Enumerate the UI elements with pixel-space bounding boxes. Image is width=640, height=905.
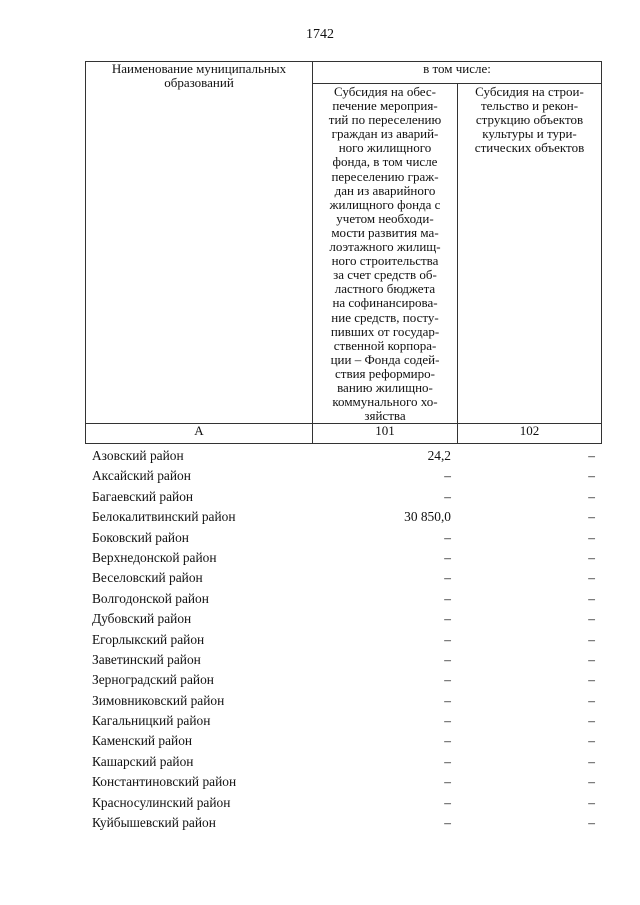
row-name: Константиновский район bbox=[92, 774, 237, 790]
column-header-102 bbox=[458, 84, 602, 424]
row-value-102: – bbox=[588, 753, 595, 769]
table-row bbox=[85, 691, 601, 711]
row-name: Кашарский район bbox=[92, 753, 194, 769]
table-row bbox=[85, 711, 601, 731]
row-value-101: 30 850,0 bbox=[404, 509, 451, 525]
column-group-including: в том числе: bbox=[313, 62, 602, 84]
title-line: ции – Фонда содей- bbox=[330, 351, 440, 367]
title-line: ванию жилищно- bbox=[337, 379, 433, 395]
row-name: Волгодонской район bbox=[92, 590, 209, 606]
row-value-102: – bbox=[588, 549, 595, 565]
title-line: учетом необходи- bbox=[336, 210, 434, 226]
row-name: Куйбышевский район bbox=[92, 815, 216, 831]
row-name: Аксайский район bbox=[92, 468, 191, 484]
row-name: Красносулинский район bbox=[92, 794, 231, 810]
title-line: культуры и тури- bbox=[482, 126, 577, 142]
table-row bbox=[85, 487, 601, 507]
table-row bbox=[85, 630, 601, 650]
table-row bbox=[85, 752, 601, 772]
row-value-102: – bbox=[588, 590, 595, 606]
title-line: граждан из аварий- bbox=[331, 126, 439, 142]
title-line: тий по переселению bbox=[328, 112, 442, 128]
table-row bbox=[85, 507, 601, 527]
row-name: Зерноградский район bbox=[92, 672, 214, 688]
table-row bbox=[85, 446, 601, 466]
column-header-name-text: Наименование муниципальных образований bbox=[111, 61, 287, 91]
column-index-101: 101 bbox=[313, 424, 458, 444]
row-value-102: – bbox=[588, 815, 595, 831]
row-value-102: – bbox=[588, 692, 595, 708]
row-value-101: – bbox=[444, 672, 451, 688]
title-line: коммунального хо- bbox=[332, 394, 438, 410]
title-line: пивших от государ- bbox=[330, 323, 440, 339]
title-line: мости развития ма- bbox=[331, 224, 439, 240]
table-row bbox=[85, 548, 601, 568]
row-value-101: – bbox=[444, 549, 451, 565]
title-line: за счет средств об- bbox=[333, 267, 437, 283]
row-name: Кагальницкий район bbox=[92, 713, 211, 729]
column-index-a: А bbox=[86, 424, 313, 444]
title-line: ствия реформиро- bbox=[335, 365, 435, 381]
row-name: Дубовский район bbox=[92, 611, 192, 627]
row-name: Зимовниковский район bbox=[92, 692, 225, 708]
row-value-102: – bbox=[588, 733, 595, 749]
row-value-102: – bbox=[588, 672, 595, 688]
row-value-101: – bbox=[444, 692, 451, 708]
table-row bbox=[85, 670, 601, 690]
title-line: Субсидия на строи- bbox=[475, 84, 584, 99]
table-row bbox=[85, 609, 601, 629]
row-value-102: – bbox=[588, 611, 595, 627]
title-line: переселению граж- bbox=[331, 168, 439, 184]
table-row bbox=[85, 568, 601, 588]
table-row bbox=[85, 528, 601, 548]
row-value-101: – bbox=[444, 733, 451, 749]
row-value-102: – bbox=[588, 570, 595, 586]
row-value-101: – bbox=[444, 794, 451, 810]
title-line: ластного бюджета bbox=[334, 281, 436, 297]
row-value-102: – bbox=[588, 529, 595, 545]
table-row bbox=[85, 731, 601, 751]
row-value-101: – bbox=[444, 529, 451, 545]
table-row bbox=[85, 589, 601, 609]
column-index-102: 102 bbox=[458, 424, 602, 444]
row-name: Заветинский район bbox=[92, 651, 201, 667]
row-value-102: – bbox=[588, 468, 595, 484]
row-value-102: – bbox=[588, 509, 595, 525]
row-name: Каменский район bbox=[92, 733, 193, 749]
title-line: лоэтажного жилищ- bbox=[329, 239, 441, 255]
title-line: ственной корпора- bbox=[333, 337, 437, 353]
column-header-name bbox=[86, 62, 313, 424]
row-value-101: – bbox=[444, 631, 451, 647]
title-line: дан из аварийного bbox=[334, 182, 436, 198]
row-value-102: – bbox=[588, 651, 595, 667]
page-number: 1742 bbox=[306, 27, 334, 42]
table-row bbox=[85, 650, 601, 670]
row-name: Веселовский район bbox=[92, 570, 203, 586]
row-name: Азовский район bbox=[92, 448, 184, 463]
row-name: Белокалитвинский район bbox=[92, 509, 236, 525]
row-value-101: – bbox=[444, 774, 451, 790]
title-line: печение мероприя- bbox=[332, 98, 438, 114]
row-value-101: – bbox=[444, 611, 451, 627]
column-header-102-text bbox=[458, 84, 601, 155]
title-line: фонда, в том числе bbox=[332, 154, 438, 170]
table-header bbox=[85, 61, 602, 444]
table-body bbox=[85, 446, 601, 833]
row-name: Багаевский район bbox=[92, 488, 194, 504]
table-row bbox=[85, 772, 601, 792]
column-header-101 bbox=[313, 84, 458, 424]
title-line: стических объектов bbox=[474, 140, 585, 156]
title-line: жилищного фонда с bbox=[329, 196, 441, 212]
row-value-102: – bbox=[588, 774, 595, 790]
title-line: тельство и рекон- bbox=[480, 98, 579, 114]
row-value-102: – bbox=[588, 631, 595, 647]
row-value-101: 24,2 bbox=[427, 448, 451, 463]
row-value-101: – bbox=[444, 815, 451, 831]
row-value-101: – bbox=[444, 651, 451, 667]
row-value-101: – bbox=[444, 488, 451, 504]
title-line: на софинансирова- bbox=[332, 295, 438, 311]
row-name: Верхнедонской район bbox=[92, 549, 217, 565]
table-row bbox=[85, 793, 601, 813]
row-value-101: – bbox=[444, 570, 451, 586]
row-value-101: – bbox=[444, 468, 451, 484]
table-row bbox=[85, 813, 601, 833]
title-line: Субсидия на обес- bbox=[334, 84, 436, 99]
table-row bbox=[85, 466, 601, 486]
title-line: зяйства bbox=[364, 408, 406, 424]
title-line: ного жилищного bbox=[338, 140, 432, 156]
row-value-102: – bbox=[588, 488, 595, 504]
row-value-102: – bbox=[588, 794, 595, 810]
row-name: Боковский район bbox=[92, 529, 189, 545]
title-line: ного строительства bbox=[331, 253, 439, 269]
title-line: ние средств, посту- bbox=[331, 309, 439, 325]
row-name: Егорлыкский район bbox=[92, 631, 205, 647]
title-line: струкцию объектов bbox=[475, 112, 584, 128]
row-value-101: – bbox=[444, 590, 451, 606]
row-value-101: – bbox=[444, 753, 451, 769]
row-value-102: – bbox=[588, 448, 595, 463]
row-value-102: – bbox=[588, 713, 595, 729]
column-header-101-text bbox=[313, 84, 457, 423]
row-value-101: – bbox=[444, 713, 451, 729]
